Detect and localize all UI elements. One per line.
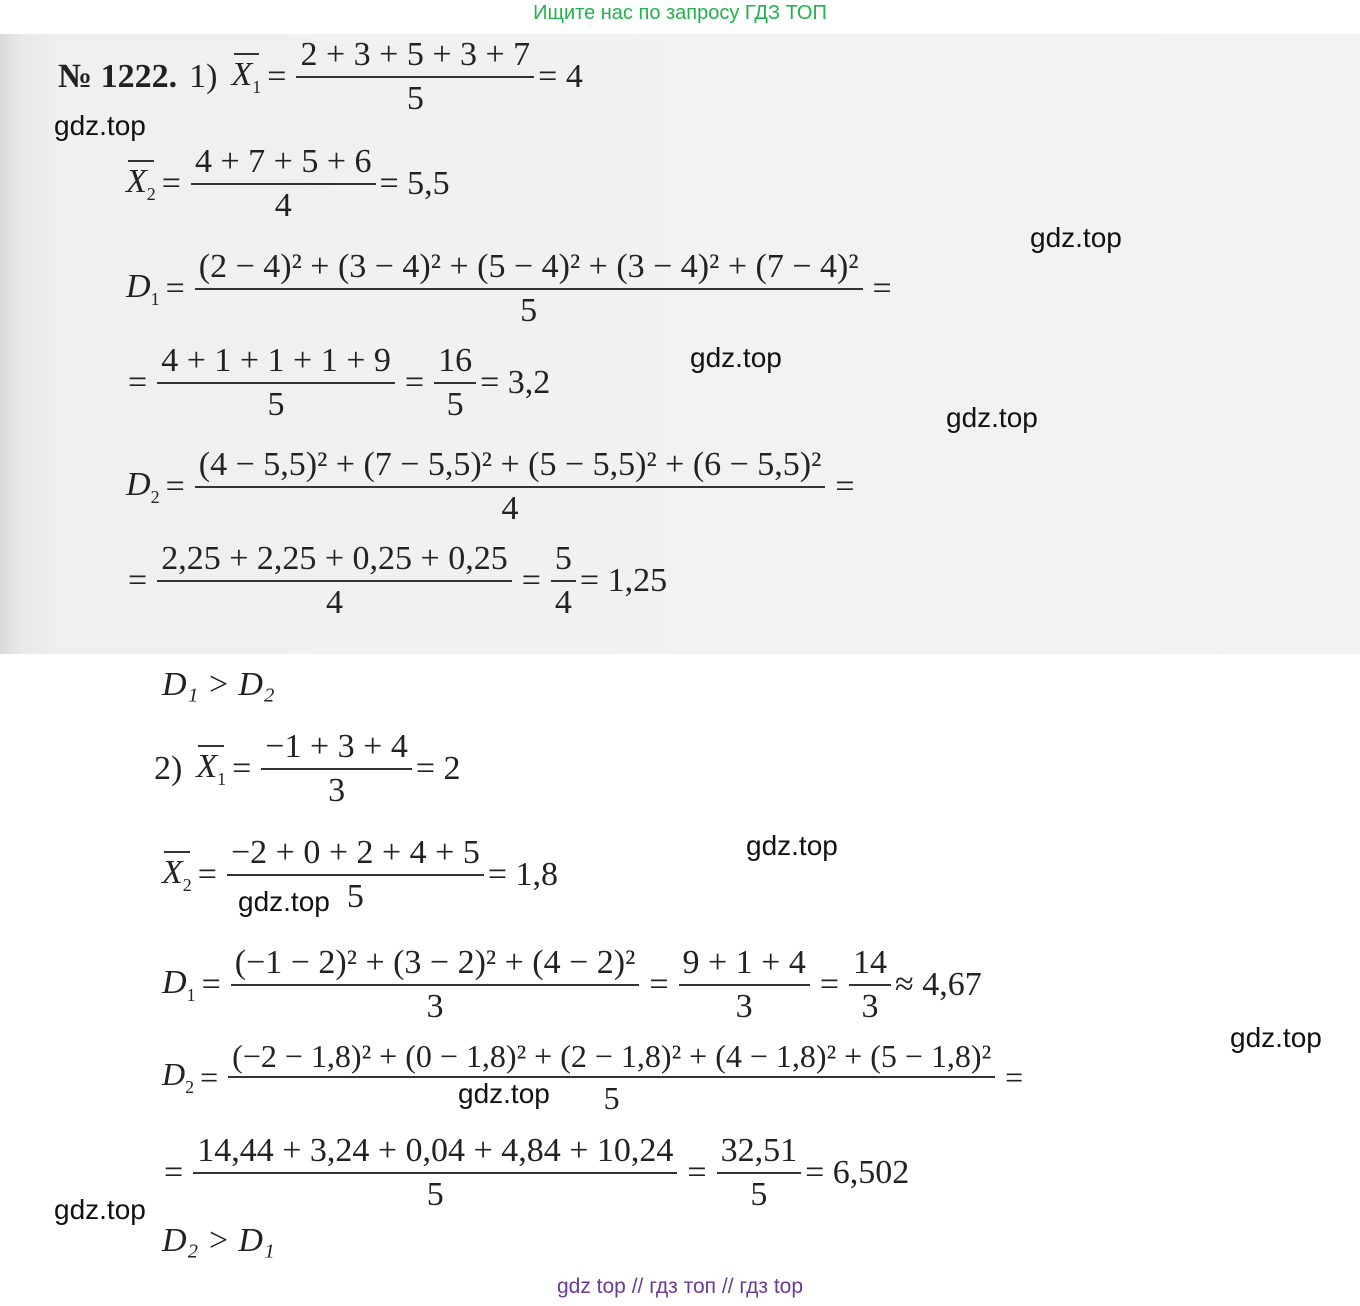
- p1-d1-line: $D_1$ = $\frac{\text{(2 − 4)² + (3 − 4)² + (5 − 4)² + (3 − 4)² + (7 − 4)²}}{5}$ =: [126, 248, 892, 329]
- fraction: $\frac{\text{(−1 − 2)² + (3 − 2)² + (4 − 2)²}}{3}$: [231, 946, 640, 1024]
- top-banner[interactable]: Ищите нас по запросу ГДЗ ТОП: [533, 2, 827, 24]
- d1-symbol: $D_1$: [126, 268, 160, 309]
- watermark: gdz.top: [238, 886, 330, 917]
- fraction: $\frac{-2 + 0 + 2 + 4 + 5}{5}$: [227, 836, 484, 914]
- fraction: $\frac{32,51}{5}$: [717, 1134, 802, 1212]
- fraction: $\frac{\text{(2 − 4)² + (3 − 4)² + (5 − 4)² + (3 − 4)² + (7 − 4)²}}{5}$: [195, 250, 863, 328]
- result: = 4: [538, 58, 583, 95]
- d2-symbol: $D_2$: [162, 1056, 195, 1097]
- p2-d2-calc-line: = $\frac{14,44 + 3,24 + 0,04 + 4,84 + 10,24}{5}$ = $\frac{32,51}{5}$ = 6,502: [164, 1132, 910, 1213]
- fraction: $\frac{5}{4}$: [551, 542, 576, 620]
- result: = 1,8: [487, 856, 559, 893]
- fraction: $\frac{2,25 + 2,25 + 0,25 + 0,25}{4}$: [157, 542, 512, 620]
- fraction: $\frac{16}{5}$: [434, 344, 476, 422]
- result: ≈ 4,67: [895, 966, 982, 1003]
- watermark: gdz.top: [946, 402, 1038, 433]
- problem-number: № 1222.: [58, 58, 178, 95]
- x2-symbol: $X_2$: [162, 854, 192, 895]
- result: = 3,2: [480, 364, 551, 401]
- result: = 1,25: [579, 562, 668, 599]
- part2-label: 2): [154, 750, 183, 787]
- fraction: $\frac{14}{3}$: [849, 946, 891, 1024]
- fraction: $\frac{14,44 + 3,24 + 0,04 + 4,84 + 10,24}{5}$: [193, 1134, 677, 1212]
- result: = 5,5: [379, 165, 450, 202]
- watermark: gdz.top: [458, 1078, 550, 1109]
- p1-d2-calc-line: = $\frac{2,25 + 2,25 + 0,25 + 0,25}{4}$ = $\frac{5}{4}$ = 1,25: [128, 540, 668, 621]
- watermark: gdz.top: [54, 1194, 146, 1225]
- p2-d2-line: $D_2$ = (−2 − 1,8)² + (0 − 1,8)² + (2 − 1,8)² + (4 − 1,8)² + (5 − 1,8)² 5 =: [162, 1038, 1024, 1116]
- fraction: $\frac{\text{(4 − 5,5)² + (7 − 5,5)² + (5 − 5,5)² + (6 − 5,5)²}}{4}$: [195, 448, 826, 526]
- watermark: gdz.top: [1230, 1022, 1322, 1053]
- p1-x1-line: № 1222. 1) $X_1$ = $\frac{2 + 3 + 5 + 3 + 7}{5}$ = 4: [58, 36, 583, 117]
- x2-symbol: $X_2$: [126, 163, 156, 204]
- fraction: $\frac{4 + 1 + 1 + 1 + 9}{5}$: [157, 344, 395, 422]
- result: = 2: [415, 750, 461, 787]
- d1-symbol: $D_1$: [162, 964, 196, 1005]
- p2-x2-line: $X_2$ = $\frac{-2 + 0 + 2 + 4 + 5}{5}$ = 1,8: [162, 834, 559, 915]
- fraction: $\frac{9 + 1 + 4}{3}$: [679, 946, 810, 1024]
- p1-d1-calc-line: = $\frac{4 + 1 + 1 + 1 + 9}{5}$ = $\frac{16}{5}$ = 3,2: [128, 342, 551, 423]
- watermark: gdz.top: [1030, 222, 1122, 253]
- p1-comparison: D₁ > D₂: [162, 666, 275, 703]
- x1-symbol: $X_1$: [231, 56, 262, 97]
- watermark: gdz.top: [690, 342, 782, 373]
- result: = 6,502: [805, 1154, 910, 1191]
- watermark: gdz.top: [746, 830, 838, 861]
- fraction: $\frac{-1 + 3 + 4}{3}$: [261, 730, 412, 808]
- watermark: gdz.top: [54, 110, 146, 141]
- fraction: (−2 − 1,8)² + (0 − 1,8)² + (2 − 1,8)² + (4 − 1,8)² + (5 − 1,8)² 5: [228, 1040, 995, 1114]
- p2-d1-line: $D_1$ = $\frac{\text{(−1 − 2)² + (3 − 2)² + (4 − 2)²}}{3}$ = $\frac{9 + 1 + 4}{3}$ = $\frac{14}{3}$ ≈ 4,67: [162, 944, 982, 1025]
- d2-symbol: $D_2$: [126, 466, 160, 507]
- p2-comparison: D₂ > D₁: [162, 1222, 275, 1259]
- x1-symbol: $X_1$: [196, 748, 227, 789]
- p1-d2-line: $D_2$ = $\frac{\text{(4 − 5,5)² + (7 − 5,5)² + (5 − 5,5)² + (6 − 5,5)²}}{4}$ =: [126, 446, 855, 527]
- p1-x2-line: $X_2$ = $\frac{4 + 7 + 5 + 6}{4}$ = 5,5: [126, 143, 450, 224]
- fraction: $\frac{2 + 3 + 5 + 3 + 7}{5}$: [296, 38, 534, 116]
- fraction: $\frac{4 + 7 + 5 + 6}{4}$: [191, 145, 376, 223]
- p2-x1-line: 2) $X_1$ = $\frac{-1 + 3 + 4}{3}$ = 2: [154, 728, 461, 809]
- part1-label: 1): [189, 58, 218, 95]
- bottom-banner[interactable]: gdz top // гдз топ // гдз top: [556, 1275, 804, 1298]
